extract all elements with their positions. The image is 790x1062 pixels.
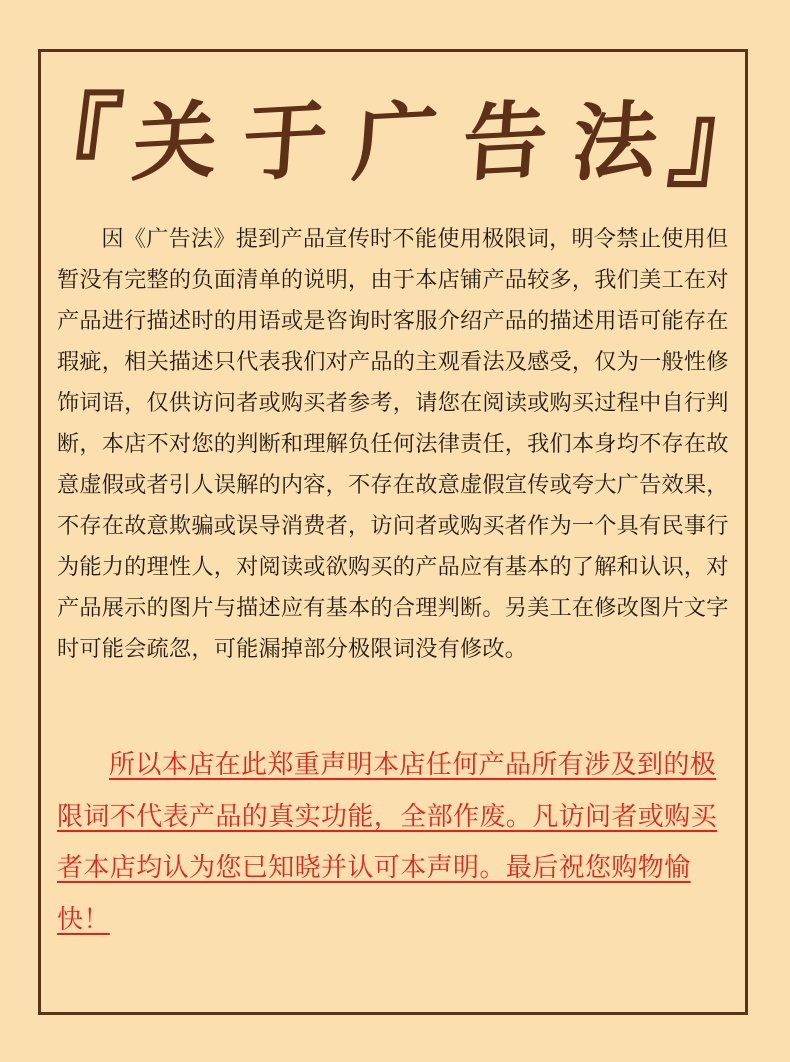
title-char-5: 法 (569, 89, 661, 194)
declaration-paragraph: 所以本店在此郑重声明本店任何产品所有涉及到的极限词不代表产品的真实功能，全部作废。凡访问者或购买者本店均认为您已知晓并认可本声明。最后祝您购物愉快！ (57, 750, 718, 935)
title-close-bracket: 』 (662, 81, 780, 202)
title-area (0, 81, 790, 202)
title-char-3: 广 (349, 89, 441, 194)
title-open-bracket: 『 (10, 81, 128, 202)
title-char-1: 关 (129, 89, 221, 194)
page-title (10, 81, 780, 202)
disclaimer-paragraph: 因《广告法》提到产品宣传时不能使用极限词，明令禁止使用但暂没有完整的负面清单的说明，由于本店铺产品较多，我们美工在对产品进行描述时的用语或是咨询时客服介绍产品的描述用语可能存在瑕疵，相关描述只代表我们对产品的主观看法及感受，仅为一般性修饰词语，仅供访问者或购买者参考，请您在阅读或购买过程中自行判断，本店不对您的判断和理解负任何法律责任，我们本身均不存在故意虚假或者引人误解的内容，不存在故意虚假宣传或夸大广告效果，不存在故意欺骗或误导消费者，访问者或购买者作为一个具有民事行为能力的理性人，对阅读或欲购买的产品应有基本的了解和认识，对产品展示的图片与描述应有基本的合理判断。另美工在修改图片文字时可能会疏忽，可能漏掉部分极限词没有修改。 (57, 226, 729, 663)
declaration-notice (57, 740, 732, 946)
title-char-2: 于 (239, 89, 331, 194)
disclaimer-body (57, 219, 732, 671)
title-char-4: 告 (459, 89, 551, 194)
